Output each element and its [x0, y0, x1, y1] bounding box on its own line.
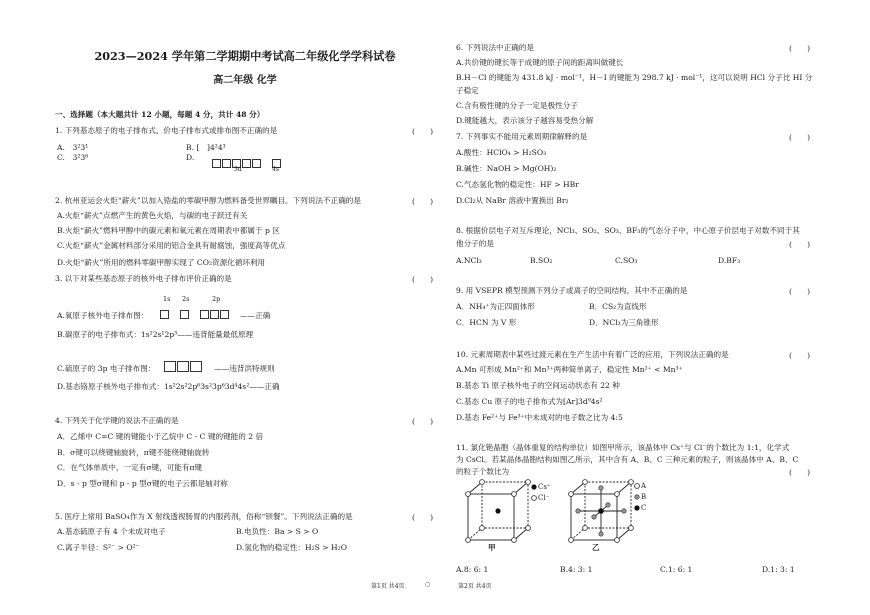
q6-option-a: A.共价键的键长等于成键的原子间的距离叫做键长 — [456, 58, 624, 67]
q9-option-d: D．NCl₃为三角锥形 — [589, 318, 659, 327]
q10-answer-paren: ( ) — [789, 351, 811, 360]
q11-answer-paren: ( ) — [789, 468, 811, 477]
q7-answer-paren: ( ) — [789, 133, 811, 142]
legend-cl: Cl⁻ — [538, 494, 550, 502]
q3-hdr-1s: 1s — [163, 295, 171, 303]
q8-stem-line1: 8. 根据价层电子对互斥理论，NCl₃、SO₂、SO₃、BF₃的气态分子中，中心原子价层电子对数不同于其 — [456, 226, 800, 235]
q2-option-d: D.火炬“薪火”所用的燃料零碳甲醇实现了 CO₂资源化循环利用 — [57, 258, 266, 267]
q4-stem: 4. 下列关于化学键的说法不正确的是 — [55, 416, 179, 425]
legend-a: A — [641, 482, 647, 490]
q3-a-orbital-diagram — [160, 304, 230, 323]
q6-option-c: C.含有极性键的分子一定是极性分子 — [456, 101, 578, 110]
q2-stem: 2. 杭州亚运会火炬“薪火”以加入锆盐的零碳甲醇为燃料备受世界瞩目。下列说法不正确的是 — [55, 196, 361, 205]
q7-option-a: A.酸性：HClO₄ > H₂SO₃ — [456, 148, 547, 157]
q8-option-c: C.SO₃ — [615, 256, 638, 265]
q2-answer-paren: ( ) — [412, 197, 434, 206]
legend-b: B — [641, 493, 647, 501]
q6-option-b-line2: 子稳定 — [456, 86, 479, 95]
legend-cs: Cs⁺ — [538, 483, 551, 491]
q9-stem: 9. 用 VSEPR 模型预测下列分子或离子的空间结构，其中不正确的是 — [456, 286, 688, 295]
q10-option-d: D.基态 Fe²⁺与 Fe³⁺中未成对的电子数之比为 4:5 — [456, 413, 623, 422]
q11-option-c: C.1: 6: 1 — [660, 565, 693, 574]
q11-stem-line2: 为 CsCl。若某晶体晶胞结构如图乙所示，其中含有 A、B、C 三种元素的粒子，则该晶体中 A、B、C — [456, 455, 799, 464]
q9-option-c: C．HCN 为 V 形 — [456, 318, 517, 327]
q8-answer-paren: ( ) — [789, 240, 811, 249]
q1-option-a: A. 3²3¹ — [57, 143, 89, 152]
q11-stem-line1: 11. 氯化铯晶胞（晶体重复的结构单位）如图甲所示，该晶体中 Cs⁺与 Cl⁻的个数比为 1:1，化学式 — [456, 443, 790, 452]
exam-title: 2023—2024 学年第二学期期中考试高二年级化学学科试卷 — [94, 49, 396, 63]
q3-a-verdict: ——正确 — [240, 311, 271, 320]
q10-stem: 10. 元素周期表中某些过渡元素在生产生活中有着广泛的应用，下列说法正确的是 — [456, 350, 729, 359]
q7-option-c: C.气态氢化物的稳定性：HF > HBr — [456, 180, 579, 189]
footer-circle-icon: ○ — [425, 581, 431, 588]
q5-option-b: B.电负性：Ba > S > O — [236, 527, 319, 536]
q7-option-b: B.碱性：NaOH > Mg(OH)₂ — [456, 164, 557, 173]
q5-answer-paren: ( ) — [412, 513, 434, 522]
q3-option-d: D.基态铬原子核外电子排布式：1s²2s²2p⁶3s²3p⁶3d⁴4s²——正确 — [57, 382, 280, 391]
q10-option-c: C.基态 Cu 原子的电子排布式为[Ar]3d⁹4s² — [456, 397, 603, 406]
q8-stem-line2: 他分子的是 — [456, 239, 494, 248]
q1-option-c: C. 3²3⁶ — [57, 153, 89, 162]
q9-answer-paren: ( ) — [789, 287, 811, 296]
q1-stem: 1. 下列基态原子的电子排布式、价电子排布式或排布图不正确的是 — [55, 126, 278, 135]
q1-d-label-3d: 3d — [234, 166, 242, 173]
q4-option-a: A．乙烯中 C=C 键的键能小于乙烷中 C - C 键的键能的 2 倍 — [57, 432, 264, 441]
q2-option-a: A.火炬“薪火”点燃产生的黄色火焰，与碳的电子跃迁有关 — [57, 211, 248, 220]
figure-label-yi: 乙 — [592, 543, 600, 552]
footer-page-right: 第2页 共4页 — [458, 583, 492, 590]
q5-option-c: C.离子半径：S²⁻ > O²⁻ — [57, 543, 140, 552]
q8-option-a: A.NCl₃ — [456, 256, 482, 265]
section-heading: 一、选择题（本大题共计 12 小题，每题 4 分，共计 48 分） — [55, 110, 265, 119]
q3-hdr-2s: 2s — [182, 295, 190, 303]
q11-stem-line3: 的粒子个数比为 — [456, 467, 510, 476]
q6-answer-paren: ( ) — [789, 44, 811, 53]
q10-option-a: A.Mn 可形成 Mn²⁺和 Mn³⁺两种简单离子，稳定性 Mn²⁺ < Mn³⁺ — [456, 365, 683, 374]
q6-option-d: D.键能越大，表示该分子越容易受热分解 — [456, 116, 594, 125]
q3-stem: 3. 以下对某些基态原子的核外电子排布评价正确的是 — [55, 274, 232, 283]
exam-subtitle: 高二年级 化学 — [213, 75, 277, 86]
q4-option-c: C．在气体单质中，一定有σ键，可能有π键 — [57, 463, 203, 472]
q10-option-b: B.基态 Ti 原子核外电子的空间运动状态有 22 种 — [456, 381, 620, 390]
q5-option-d: D.氢化物的稳定性：H₂S > H₂O — [236, 543, 347, 552]
q9-option-b: B．CS₂为直线形 — [589, 302, 647, 311]
q1-answer-paren: ( ) — [412, 127, 434, 136]
q8-option-d: D.BF₃ — [718, 256, 741, 265]
q8-option-b: B.SO₂ — [530, 256, 553, 265]
q11-option-a: A.8: 6: 1 — [456, 565, 489, 574]
q1-d-label-4s: 4s — [272, 166, 279, 173]
q1-option-d: D. — [186, 153, 195, 162]
footer-page-left: 第1页 共4页 — [371, 583, 405, 590]
q11-option-d: D.1: 3: 1 — [762, 565, 795, 574]
q2-option-c: C.火炬“薪火”金属材料部分采用的铝合金具有耐腐蚀，强度高等优点 — [57, 241, 286, 250]
q6-option-b-line1: B.H－Cl 的键能为 431.8 kJ · mol⁻¹，H－I 的键能为 298.7 kJ · mol⁻¹，这可以说明 HCl 分子比 HI 分 — [456, 73, 813, 82]
q3-option-a: A.氧原子核外电子排布图： — [57, 311, 149, 320]
q9-option-a: A．NH₄⁺为正四面体形 — [456, 302, 535, 311]
q3-answer-paren: ( ) — [412, 275, 434, 284]
q3-hdr-2p: 2p — [212, 295, 221, 303]
q4-answer-paren: ( ) — [412, 417, 434, 426]
q3-c-verdict: ——违背洪特规则 — [214, 364, 275, 373]
legend-c: C — [641, 504, 647, 512]
q3-option-b: B.碳原子的电子排布式：1s²2s¹2p³——违背能量最低原理 — [57, 330, 254, 339]
q4-option-d: D．s - p 型σ键和 p - p 型σ键的电子云都是轴对称 — [57, 479, 228, 488]
q4-option-b: B．σ键可以绕键轴旋转，π键不能绕键轴旋转 — [57, 448, 210, 457]
q2-option-b: B.火炬“薪火”燃料甲醇中的碳元素和氧元素在周期表中都属于 p 区 — [57, 226, 280, 235]
q3-option-c: C.硫原子的 3p 电子排布图： — [57, 364, 156, 373]
q1-option-b: B. [ ]4²4³ — [186, 143, 226, 152]
q3-c-orbital-diagram — [164, 356, 203, 375]
q7-option-d: D.Cl₂从 NaBr 溶液中置换出 Br₂ — [456, 196, 569, 205]
figure-abc-cell — [565, 478, 665, 558]
figure-label-jia: 甲 — [488, 543, 496, 552]
q11-option-b: B.4: 3: 1 — [560, 565, 593, 574]
q6-stem: 6. 下列说法中正确的是 — [456, 43, 535, 52]
q7-stem: 7. 下列事实不能用元素周期律解释的是 — [456, 132, 588, 141]
q5-option-a: A.基态硫原子有 4 个未成对电子 — [57, 527, 166, 536]
q5-stem: 5. 医疗上常用 BaSO₄作为 X 射线透视肠胃的内服药剂，俗称“钡餐”。下列说法正确的是 — [55, 512, 353, 521]
